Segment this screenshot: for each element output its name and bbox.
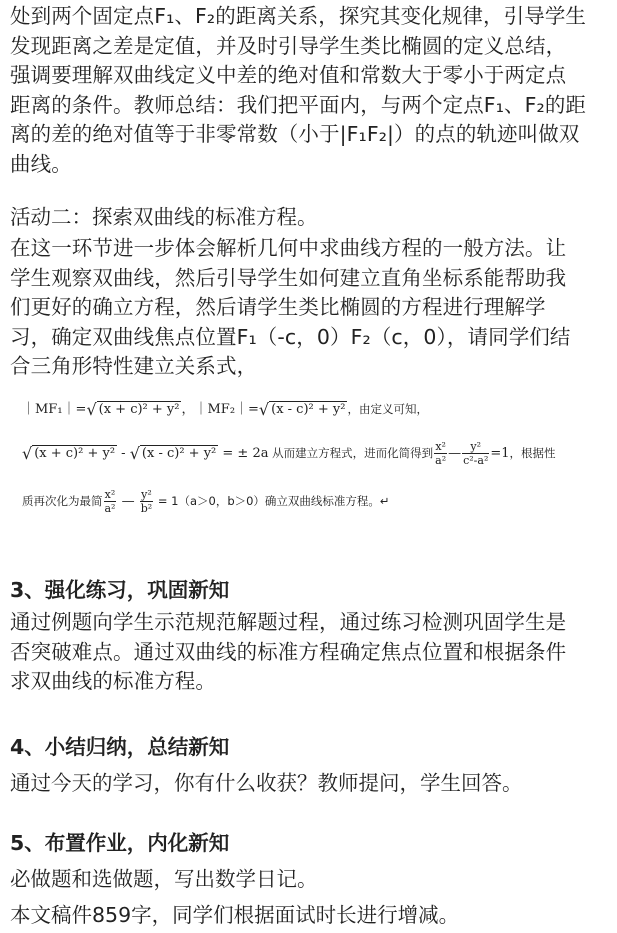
intro-line: 曲线。 xyxy=(10,151,72,176)
fraction-x-over-a xyxy=(104,488,117,515)
sqrt-icon: √ xyxy=(129,444,140,463)
simplify-text: 质再次化为最简 xyxy=(22,494,103,508)
sqrt-icon: √ xyxy=(258,400,270,419)
section5-text: 必做题和选做题，写出数学日记。 xyxy=(10,867,318,891)
section5-heading: 5、布置作业，内化新知 xyxy=(10,831,230,855)
activity2-line: 合三角形特性建立关系式， xyxy=(10,354,258,379)
intro-line: 发现距离之差是定值，并及时引导学生类比椭圆的定义总结， xyxy=(10,33,567,58)
section3-heading: 3、强化练习，巩固新知 xyxy=(10,578,230,602)
section3-paragraph xyxy=(10,608,608,697)
build-equation-text: 从而建立方程式，进而化简得到 xyxy=(268,446,434,460)
activity2-paragraph xyxy=(10,234,608,382)
mf1-expression: (x + c)² + y² xyxy=(98,402,180,417)
word-count-note: 本文稿件859字，同学们根据面试时长进行增减。 xyxy=(10,903,460,927)
fraction-denominator: a² xyxy=(104,502,116,515)
fraction-x-over-a xyxy=(434,440,447,467)
intro-line: 处到两个固定点F₁、F₂的距离关系，探究其变化规律，引导学生 xyxy=(10,4,587,28)
intro-line: 距离的条件。教师总结：我们把平面内，与两个定点F₁、F₂的距 xyxy=(10,92,587,117)
formula-line-1 xyxy=(22,398,428,419)
by-nature-text: ，根据性 xyxy=(509,446,556,460)
intro-paragraph xyxy=(10,2,608,180)
mf1-label: ｜MF₁｜= xyxy=(22,402,87,417)
fraction-denominator: c²-a² xyxy=(463,454,489,467)
fraction-numerator: y² xyxy=(141,488,152,501)
sqrt-icon: √ xyxy=(22,444,33,463)
activity2-line: 们更好的确立方程，然后请学生类比椭圆的方程进行理解学 xyxy=(10,295,546,320)
fraction-numerator: x² xyxy=(104,488,116,501)
fraction-denominator: a² xyxy=(435,454,447,467)
intro-line: 离的差的绝对值等于非零常数（小于|F₁F₂|）的点的轨迹叫做双 xyxy=(10,122,580,147)
fraction-numerator: y² xyxy=(462,440,489,454)
fraction-y-over-b xyxy=(140,488,153,515)
equals-one: =1 xyxy=(490,446,510,461)
activity2-line: 习，确定双曲线焦点位置F₁（-c，0）F₂（c，0），请同学们结 xyxy=(10,324,571,349)
by-definition-text: ，由定义可知， xyxy=(347,402,428,416)
minus-sign: - xyxy=(117,446,130,461)
activity2-line: 在这一环节进一步体会解析几何中求曲线方程的一般方法。让 xyxy=(10,236,567,260)
mf2-label: ，｜MF₂｜= xyxy=(181,402,259,417)
sqrt-icon: √ xyxy=(86,400,97,419)
formula-line-3 xyxy=(22,488,390,515)
distance-expression-1: (x + c)² + y² xyxy=(34,446,116,461)
section3-line: 否突破难点。通过双曲线的标准方程确定焦点位置和根据条件 xyxy=(10,639,567,664)
section3-line: 通过例题向学生示范规范解题过程，通过练习检测巩固学生是 xyxy=(10,610,567,634)
activity2-title: 活动二：探索双曲线的标准方程。 xyxy=(10,205,318,229)
activity2-line: 学生观察双曲线，然后引导学生如何建立直角坐标系能帮助我 xyxy=(10,265,567,290)
dash-sign: — xyxy=(117,494,139,509)
section4-text: 通过今天的学习，你有什么收获？教师提问，学生回答。 xyxy=(10,771,523,795)
mf2-expression: (x - c)² + y² xyxy=(271,402,346,417)
equals-plus-minus: = ± 2a xyxy=(218,446,269,461)
fraction-y-over-c2a2 xyxy=(462,440,489,467)
fraction-numerator: x² xyxy=(435,440,446,453)
formula-line-2: √ (x + c)² + y² - √ (x - c)² + y² = ± 2a 从而建立方程式，进而化简得到 $\frac{\text{x²}}{\text{a²}}$ — $\frac{\text{y²}}{\text{c²-a²}}$ =1，根据性 xyxy=(22,440,556,467)
fraction-denominator: b² xyxy=(140,502,153,515)
standard-equation-text: = 1（a＞0，b＞0）确立双曲线标准方程。↵ xyxy=(154,494,390,508)
section3-line: 求双曲线的标准方程。 xyxy=(10,669,216,694)
distance-expression-2: (x - c)² + y² xyxy=(141,446,217,461)
intro-line: 强调要理解双曲线定义中差的绝对值和常数大于零小于两定点 xyxy=(10,63,567,88)
section4-heading: 4、小结归纳，总结新知 xyxy=(10,735,230,759)
